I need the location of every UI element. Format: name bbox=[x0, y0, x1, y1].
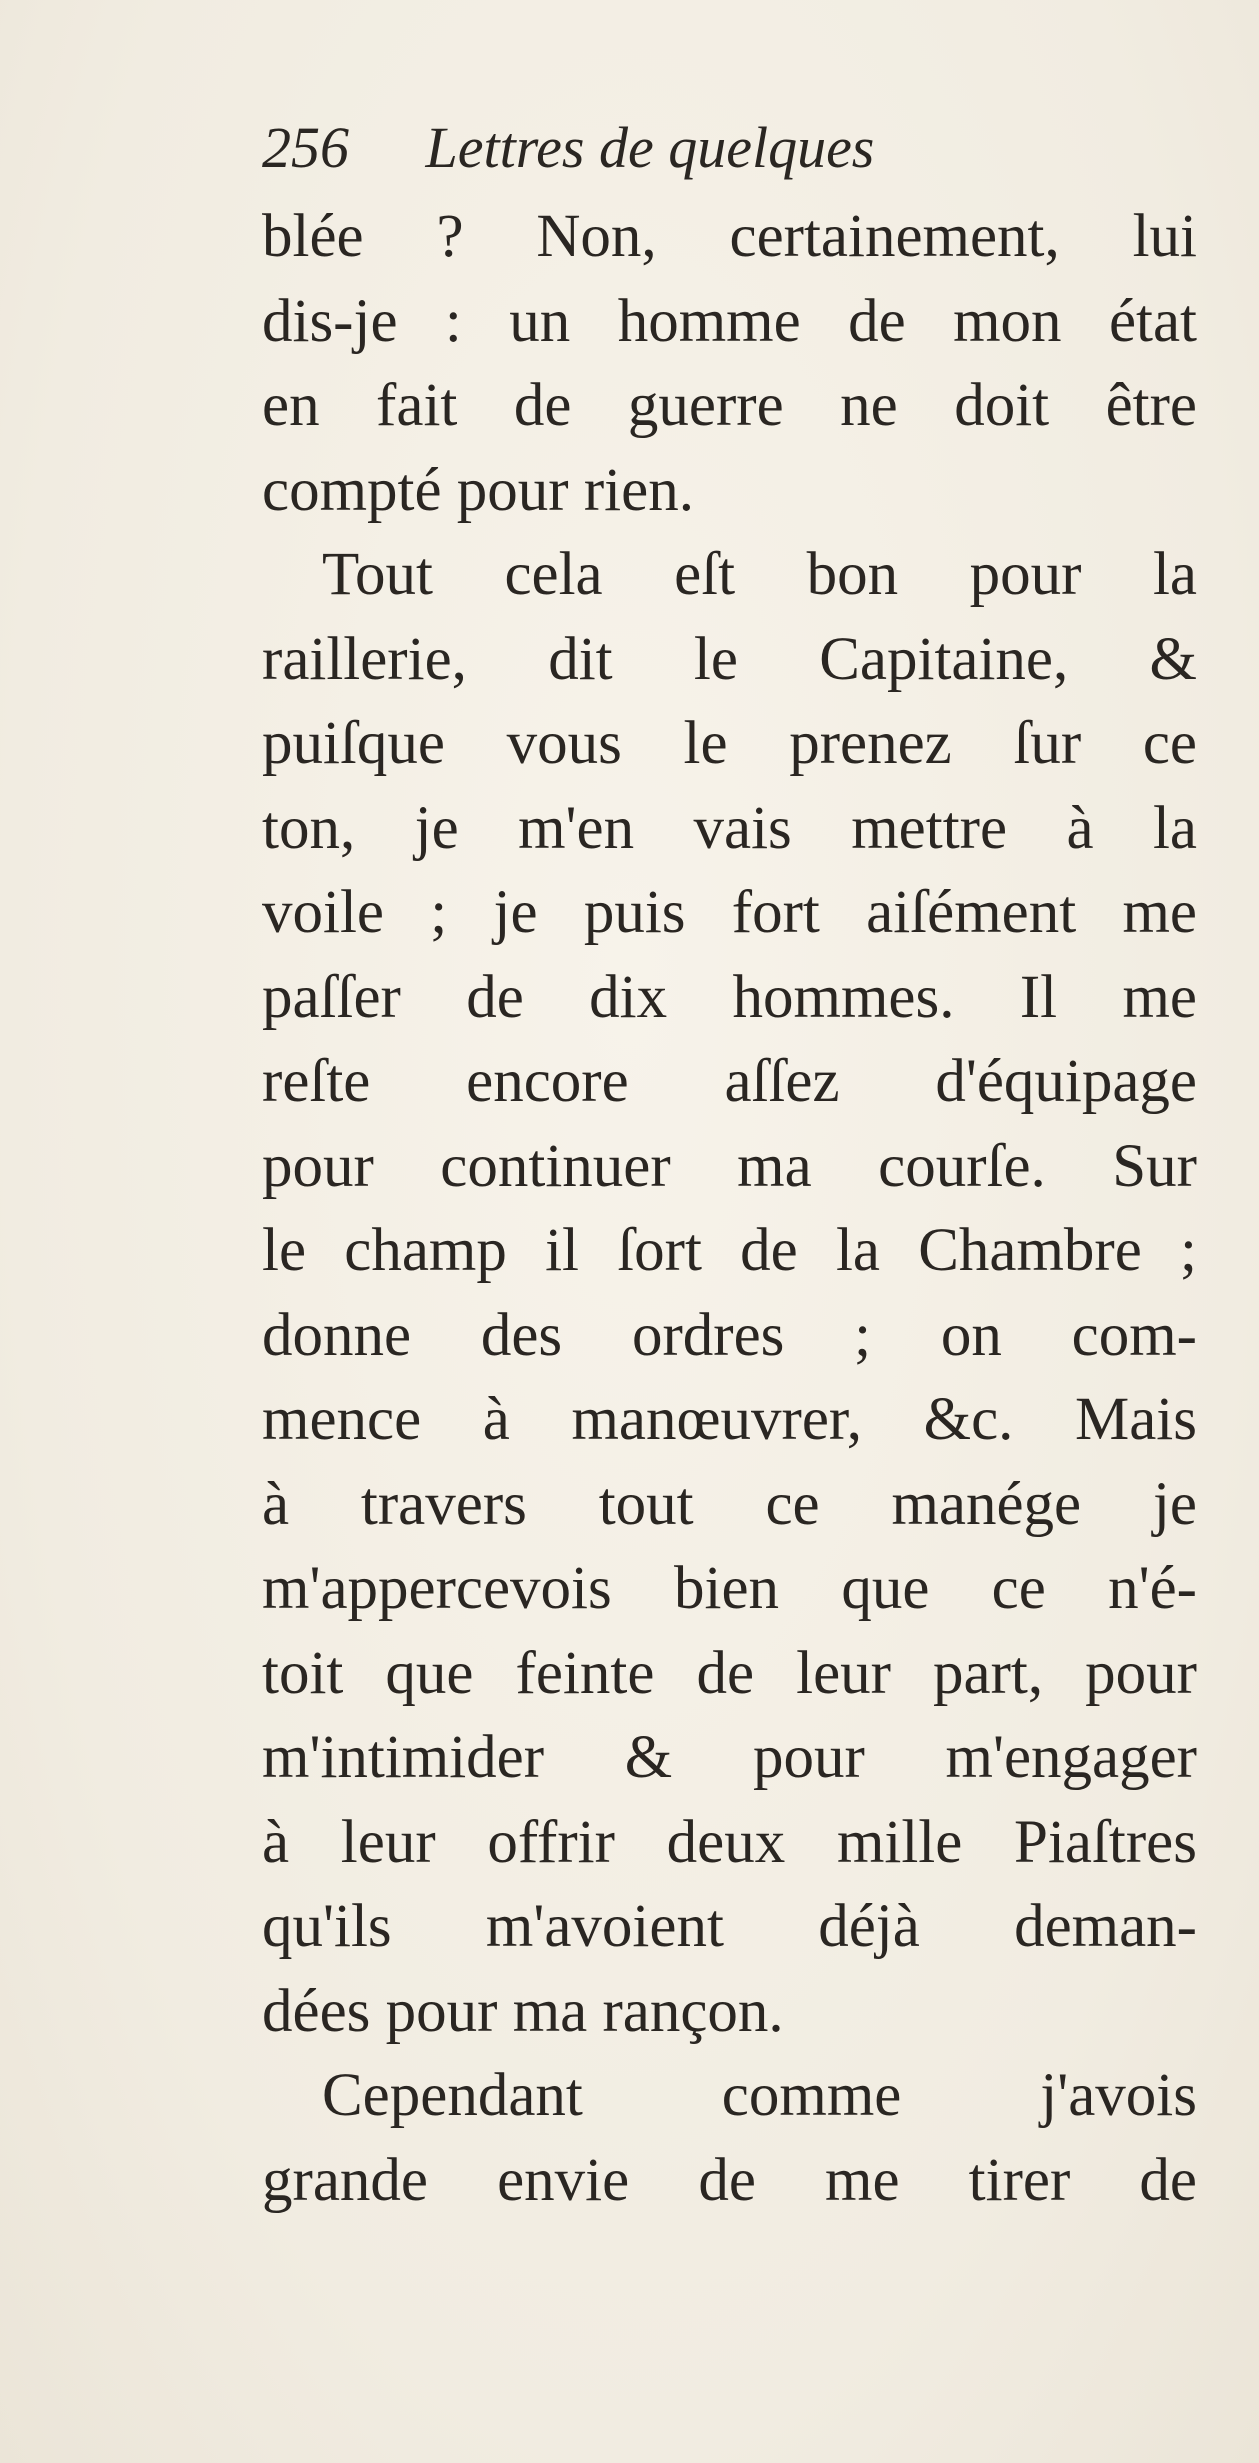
text-line: ton, je m'en vais mettre à la bbox=[262, 794, 1197, 862]
text-line: dis-je : un homme de mon état bbox=[262, 287, 1197, 355]
text-line: grande envie de me tirer de bbox=[262, 2146, 1197, 2214]
text-line: blée ? Non, certainement, lui bbox=[262, 203, 1197, 270]
text-line: puiſque vous le prenez ſur ce bbox=[262, 710, 1197, 777]
text-line: reſte encore aſſez d'équipage bbox=[262, 1048, 1197, 1115]
text-line: raillerie, dit le Capitaine, & bbox=[262, 625, 1197, 693]
running-title: Lettres de quelques bbox=[425, 115, 875, 180]
text-line: à leur offrir deux mille Piaſtres bbox=[262, 1808, 1197, 1876]
text-line: dées pour ma rançon. bbox=[262, 1977, 784, 2045]
body-text bbox=[262, 195, 1197, 2223]
text-line: Cependant comme j'avois bbox=[322, 2062, 1197, 2129]
text-line: m'intimider & pour m'engager bbox=[262, 1724, 1197, 1791]
text-line: en fait de guerre ne doit être bbox=[262, 372, 1197, 439]
text-line: le champ il ſort de la Chambre ; bbox=[262, 1217, 1197, 1284]
text-line: compté pour rien. bbox=[262, 456, 694, 524]
text-line: paſſer de dix hommes. Il me bbox=[262, 963, 1197, 1031]
text-line: donne des ordres ; on com- bbox=[262, 1301, 1197, 1369]
text-line: pour continuer ma courſe. Sur bbox=[262, 1132, 1197, 1200]
page-number: 256 bbox=[262, 115, 349, 180]
text-line: qu'ils m'avoient déjà deman- bbox=[262, 1893, 1197, 1960]
text-line: à travers tout ce manége je bbox=[262, 1470, 1197, 1538]
text-line: Tout cela eſt bon pour la bbox=[322, 541, 1197, 608]
text-line: m'appercevois bien que ce n'é- bbox=[262, 1555, 1197, 1622]
text-line: voile ; je puis fort aiſément me bbox=[262, 879, 1197, 946]
text-line: mence à manœuvrer, &c. Mais bbox=[262, 1386, 1197, 1453]
text-line: toit que feinte de leur part, pour bbox=[262, 1639, 1197, 1707]
running-head bbox=[262, 108, 1142, 188]
